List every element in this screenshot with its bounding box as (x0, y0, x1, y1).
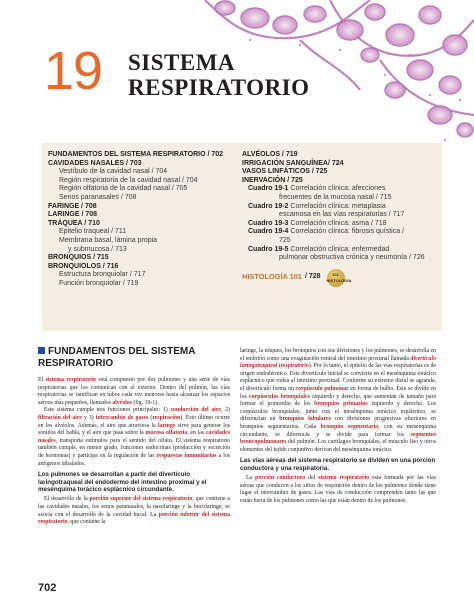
body-paragraph (38, 377, 230, 407)
text-run: , en las (187, 430, 206, 437)
keyword: mucosa olfatoria (145, 430, 188, 437)
toc-entry[interactable]: Estructura bronquiolar / 717 (59, 271, 146, 279)
section-heading-line2: RESPIRATORIO (38, 357, 114, 369)
text-run: ). Esto último ocurre en los alvéolos. Además, el aire que atraviesa la (38, 414, 231, 429)
toc-entry[interactable]: escamosa en las vías respiratorias / 717 (279, 211, 405, 219)
keyword: filtración del aire (38, 414, 82, 421)
text-run: izquierdo y derecho, que aumentan de tamaño para formar el primordio de los (240, 393, 436, 408)
chapter-contents-box (42, 143, 442, 331)
keyword: alvéolos (112, 399, 132, 406)
toc-entry[interactable] (242, 220, 438, 229)
body-left-column (38, 377, 230, 527)
body-right-column (240, 348, 436, 506)
keyword: corpúsculos bronquiales (249, 393, 310, 400)
body-paragraph (38, 407, 230, 468)
toc-entry[interactable]: Región respiratoria de la cavidad nasal / 704 (59, 176, 198, 184)
body-paragraph (38, 496, 230, 526)
keyword: bronquios primarios (314, 401, 368, 408)
keyword: bronquios lobulares (279, 416, 331, 423)
contents-right-column (242, 151, 438, 287)
toc-entry[interactable]: Función bronquiolar / 719 (59, 279, 139, 287)
toc-entry[interactable]: Epitelio traqueal / 711 (59, 228, 127, 236)
text-run: del (305, 475, 319, 482)
text-run: sirve para generar los sonidos del habla, y el aire que pasa sobre la (38, 422, 230, 437)
case-label: Cuadro 19-4 (248, 228, 289, 236)
toc-entry[interactable] (242, 228, 438, 237)
case-text: Correlación clínica: enfermedad (290, 245, 390, 253)
keyword: bronquio segmentario (320, 423, 379, 430)
keyword: segmentos broncopulmonares (240, 431, 436, 446)
keyword: sistema respiratorio (318, 475, 370, 482)
text-run: y 3) (81, 414, 96, 421)
keyword: conducción del aire (170, 407, 221, 414)
keyword: respiratorio (280, 363, 309, 370)
case-label: Cuadro 19-5 (248, 245, 289, 253)
keyword: sistema respiratorio (45, 377, 96, 383)
toc-entry[interactable]: 725 (279, 236, 291, 244)
text-run: , 2) (220, 407, 230, 414)
toc-entry[interactable]: Vestíbulo de la cavidad nasal / 704 (59, 168, 168, 176)
body-paragraph (240, 475, 436, 505)
keyword: intercambio de gases (95, 414, 149, 421)
page-number: 702 (38, 582, 57, 594)
contents-left-column (48, 151, 238, 289)
text-run: está compuesto por dos pulmones y una serie de vías respiratorias que los comunican con el exterior. Dentro del pulmón, las vías respiratorias se ramifican en tubos cada vez menores hasta alcanzar los espacios aéreos más pequeños, llamados (38, 377, 230, 406)
text-run: laringe, la tráquea, los bronquios con sus divisiones y los pulmones, se desarrolla en el embrión como una evaginación ventral del intestino proximal llamada (240, 348, 436, 362)
case-label: Cuadro 19-2 (248, 202, 289, 210)
histology-101-page: / 728 (304, 273, 321, 281)
toc-entry[interactable]: INERVACIÓN / 725 (242, 176, 303, 184)
toc-entry[interactable]: BRONQUIOS / 715 (48, 254, 109, 262)
keyword: respiración (152, 414, 181, 421)
section-heading (38, 346, 228, 369)
toc-entry[interactable] (242, 246, 438, 255)
keyword: divertículo laringotraqueal (240, 355, 436, 370)
text-run: Este sistema cumple tres funciones principales: 1) (44, 407, 171, 414)
chapter-title (128, 50, 348, 100)
text-run: a los antígenos inhalados. (38, 452, 230, 467)
case-text: Correlación clínica: metaplasia (290, 202, 386, 210)
body-paragraph (240, 348, 436, 454)
text-run: El (38, 377, 46, 383)
section-bullet-icon (38, 347, 45, 354)
chapter-number: 19 (44, 41, 103, 101)
text-run: del pulmón. Los cartílagos bronquiales, el músculo liso y otros elementos del tejido conjuntivo derivan del mesénquima torácico. (240, 439, 436, 453)
toc-entry[interactable]: IRRIGACIÓN SANGUÍNEA/ 724 (242, 159, 344, 167)
toc-entry[interactable]: TRÁQUEA / 710 (48, 219, 100, 227)
case-text: Correlación clínica: fibrosis quística / (290, 228, 405, 236)
keyword: corpúsculo pulmonar (295, 385, 349, 392)
text-run: ( (277, 363, 281, 370)
text-run: en forma de bulbo. Éste se divide en los (240, 385, 437, 400)
case-text: Correlación clínica: asma / 718 (290, 219, 387, 227)
toc-entry[interactable]: Senos paranasales / 708 (59, 193, 137, 201)
toc-entry[interactable]: ALVÉOLOS / 719 (242, 151, 298, 158)
toc-entry[interactable]: LARINGE / 708 (48, 211, 98, 219)
text-run: izquierdo y derecho. Los corpúsculos bronquiales, junto con el mesénquima torácico esplácnico, se diferencian en (240, 401, 437, 423)
text-run: ). Por lo tanto, el epitelio de las vías respiratorias es de origen endodérmico. Este divertículo inicial se convierte en el mesénquima torácico esplácnico que rodea al intestino proximal. Conforme su extremo distal se agranda, el divertículo forma un (240, 363, 436, 392)
text-run: está formada por las vías aéreas que conducen a los sitios de respiración dentro de los pulmones donde tiene lugar el intercambio de gases. Las vías de conducción comprenden tanto las que están fuera de los pulmones como las que están dentro de los pulmones. (240, 475, 436, 504)
toc-entry[interactable] (242, 203, 438, 212)
keyword: laringe (157, 422, 176, 429)
chapter-title-line2: RESPIRATORIO (128, 75, 310, 100)
chapter-title-line1: SISTEMA (128, 50, 236, 75)
histology-101-entry[interactable] (242, 269, 438, 287)
bold-lead-paragraph: Las vías aéreas del sistema respiratorio se dividen en una porción conductora y una respiratoria. (240, 457, 436, 472)
text-run: (fig. 19-1). (131, 399, 159, 406)
keyword: respuestas inmunitarias (156, 452, 217, 459)
case-label: Cuadro 19-3 (248, 219, 289, 227)
toc-entry[interactable] (242, 185, 438, 194)
toc-entry[interactable]: VASOS LINFÁTICOS / 725 (242, 168, 328, 176)
toc-entry[interactable]: Región olfatoria de la cavidad nasal / 705 (59, 185, 188, 193)
text-run: , con su mesénquima circundante, se diferencia y se divide para formar los (240, 423, 436, 438)
toc-entry[interactable]: FARINGE / 708 (48, 202, 97, 210)
toc-entry[interactable]: Membrana basal, lámina propia (59, 236, 158, 244)
section-heading-line1: FUNDAMENTOS DEL SISTEMA (48, 346, 196, 357)
text-run: , que contiene a las cavidades nasales, los senos paranasales, la nasofaringe y la bucofaringe, se asocia con el desarrollo de la cavidad bucal. La (38, 496, 230, 518)
keyword: cavidades nasales (38, 430, 230, 444)
case-text: Correlación clínica: afecciones (290, 185, 386, 193)
case-label: Cuadro 19-1 (248, 185, 289, 193)
histology-101-badge-icon: 101 HISTOLOGÍA (327, 269, 345, 287)
toc-entry[interactable]: CAVIDADES NASALES / 703 (48, 159, 142, 167)
toc-entry[interactable]: frecuentes de la mucosa nasal / 715 (279, 193, 392, 201)
text-run: La (246, 475, 256, 482)
histology-101-label: HISTOLOGÍA 101 (242, 272, 302, 282)
bold-lead-paragraph: Los pulmones se desarrollan a partir del divertículo laringotraqueal del endodermo del intestino proximal y el mesénquima torácico esplácnico circundante. (38, 471, 207, 493)
toc-entry[interactable]: pulmonar obstructiva crónica y neumonía / 726 (279, 254, 425, 262)
keyword: porción inferior del sistema respiratorio (38, 511, 230, 526)
text-run: ( (148, 414, 153, 421)
keyword: porción superior del sistema respiratorio (89, 496, 193, 503)
toc-entry[interactable]: FUNDAMENTOS DEL SISTEMA RESPIRATORIO / 702 (48, 151, 224, 158)
text-run: con divisiones progresivas ulteriores en bronquios segmentarios. Cada (240, 416, 436, 430)
text-run: , que contiene la (67, 519, 106, 526)
keyword: porción conductora (255, 475, 306, 482)
toc-entry[interactable]: BRONQUIOLOS / 716 (48, 262, 119, 270)
toc-entry[interactable]: y submucosa / 713 (68, 245, 127, 253)
text-run: , transporta estímulos para el sentido del olfato. El sistema respiratorio también cumple, en menor grado, funciones endocrinas (producción y secreción de hormonas) y participa en la regulación de las (38, 437, 230, 459)
text-run: El desarrollo de la (44, 496, 90, 503)
